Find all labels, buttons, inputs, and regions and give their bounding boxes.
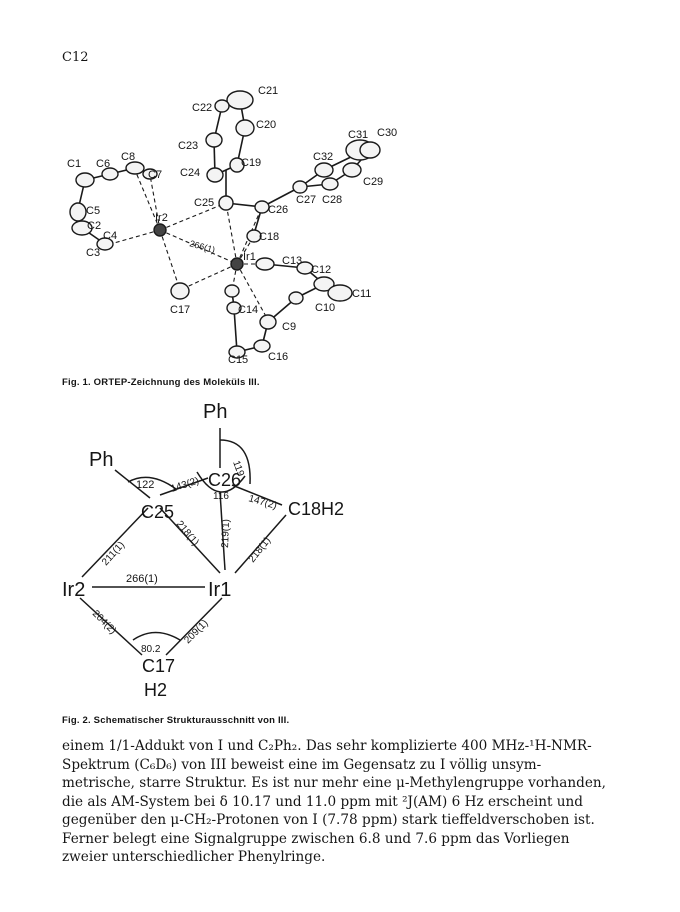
atom-label-c10: C10 — [315, 302, 336, 314]
atom-label-c24: C24 — [180, 167, 201, 179]
atom-label-c15: C15 — [228, 354, 249, 366]
atom-label-c8: C8 — [121, 151, 136, 163]
atom-c18h2: C18H2 — [288, 499, 345, 519]
atom-c17: C17 — [142, 656, 176, 676]
phenyl-top-label: Ph — [203, 401, 228, 423]
atom-label-c26: C26 — [268, 204, 289, 216]
atom-label-c2: C2 — [87, 220, 102, 232]
body-line: metrische, starre Struktur. Es ist nur mehr eine μ-Methylengruppe vorhanden, — [62, 775, 606, 791]
atom-label-c31: C31 — [348, 129, 369, 141]
angle-c26-top: 119 — [230, 459, 246, 479]
body-line: die als AM-System bei δ 10.17 und 11.0 ppm mit ²J(AM) 6 Hz erscheint und — [62, 793, 583, 810]
atom-label-c17: C17 — [170, 304, 191, 316]
bond-c18-ir1: 218(1) — [246, 535, 274, 565]
atom-label-c32: C32 — [313, 151, 334, 163]
figure-1-caption: Fig. 1. ORTEP-Zeichnung des Moleküls III. — [62, 377, 260, 388]
h2-label: H2 — [144, 680, 168, 700]
atom-label-c19: C19 — [241, 157, 262, 169]
body-line: einem 1/1-Addukt von I und C₂Ph₂. Das sehr komplizierte 400 MHz-¹H-NMR- — [62, 738, 592, 754]
figure-2-schematic — [40, 395, 640, 710]
atom-label-c18: C18 — [259, 231, 280, 243]
atom-label-c6: C6 — [96, 158, 111, 170]
figure-2-caption: Fig. 2. Schematischer Strukturausschnitt von III. — [62, 715, 290, 726]
atom-label-c23: C23 — [178, 140, 199, 152]
atom-label-c12: C12 — [311, 264, 332, 276]
atom-ir1: Ir1 — [208, 579, 232, 601]
body-line: gegenüber den μ-CH₂-Protonen von I (7.78 ppm) stark tieffeldverschoben ist. — [62, 812, 595, 828]
bond-c26-c18: 147(2) — [247, 493, 278, 512]
atom-c25: C25 — [141, 502, 175, 522]
atom-label-c9: C9 — [282, 321, 297, 333]
atom-label-c27: C27 — [296, 194, 317, 206]
atom-label-ir1: Ir1 — [243, 251, 256, 263]
atom-ir2: Ir2 — [62, 579, 86, 601]
atom-label-c22: C22 — [192, 102, 213, 114]
body-paragraph — [62, 737, 637, 867]
bond-c26-ir1: 219(1) — [220, 518, 233, 549]
angle-c25: 122 — [136, 479, 155, 491]
figure-1-ortep-drawing — [40, 70, 640, 380]
bond-c25-ir1: 218(1) — [173, 518, 201, 549]
body-line: zweier unterschiedlicher Phenylringe. — [62, 849, 326, 865]
atom-label-c21: C21 — [258, 85, 279, 97]
bond-ir2-c25: 211(1) — [100, 539, 128, 569]
bond-c17-ir1: 209(1) — [182, 617, 211, 647]
atom-label-c14: C14 — [238, 304, 259, 316]
atom-label-c30: C30 — [377, 127, 398, 139]
page-number: C12 — [62, 50, 89, 65]
body-line: Ferner belegt eine Signalgruppe zwischen 6.8 und 7.6 ppm das Vorliegen — [62, 830, 570, 847]
angle-c17: 80.2 — [141, 644, 161, 655]
atom-label-c3: C3 — [86, 247, 101, 259]
angle-c26-mid: 116 — [213, 491, 229, 502]
atom-label-c1: C1 — [67, 158, 82, 170]
ir-ir-distance-label: 266(1) — [188, 238, 217, 256]
atom-label-c4: C4 — [103, 230, 118, 242]
bond-c25-c26: 143(2) — [169, 475, 201, 495]
atom-label-c20: C20 — [256, 119, 277, 131]
atom-label-c5: C5 — [86, 205, 101, 217]
atom-label-c29: C29 — [363, 176, 384, 188]
atom-label-c28: C28 — [322, 194, 343, 206]
atom-label-c11: C11 — [352, 288, 372, 300]
atom-label-ir2: Ir2 — [155, 212, 168, 224]
atom-label-c25: C25 — [194, 197, 215, 209]
atom-label-c16: C16 — [268, 351, 289, 363]
phenyl-left-label: Ph — [89, 449, 114, 471]
body-line: Spektrum (C₆D₆) von III beweist eine im Gegensatz zu I völlig unsym- — [62, 756, 542, 773]
bond-ir1-ir2: 266(1) — [126, 573, 158, 585]
atom-c26: C26 — [208, 470, 242, 490]
atom-label-c13: C13 — [282, 255, 303, 267]
atom-label-c7: C7 — [148, 169, 163, 181]
bond-ir2-c17: 204(2) — [89, 608, 119, 637]
